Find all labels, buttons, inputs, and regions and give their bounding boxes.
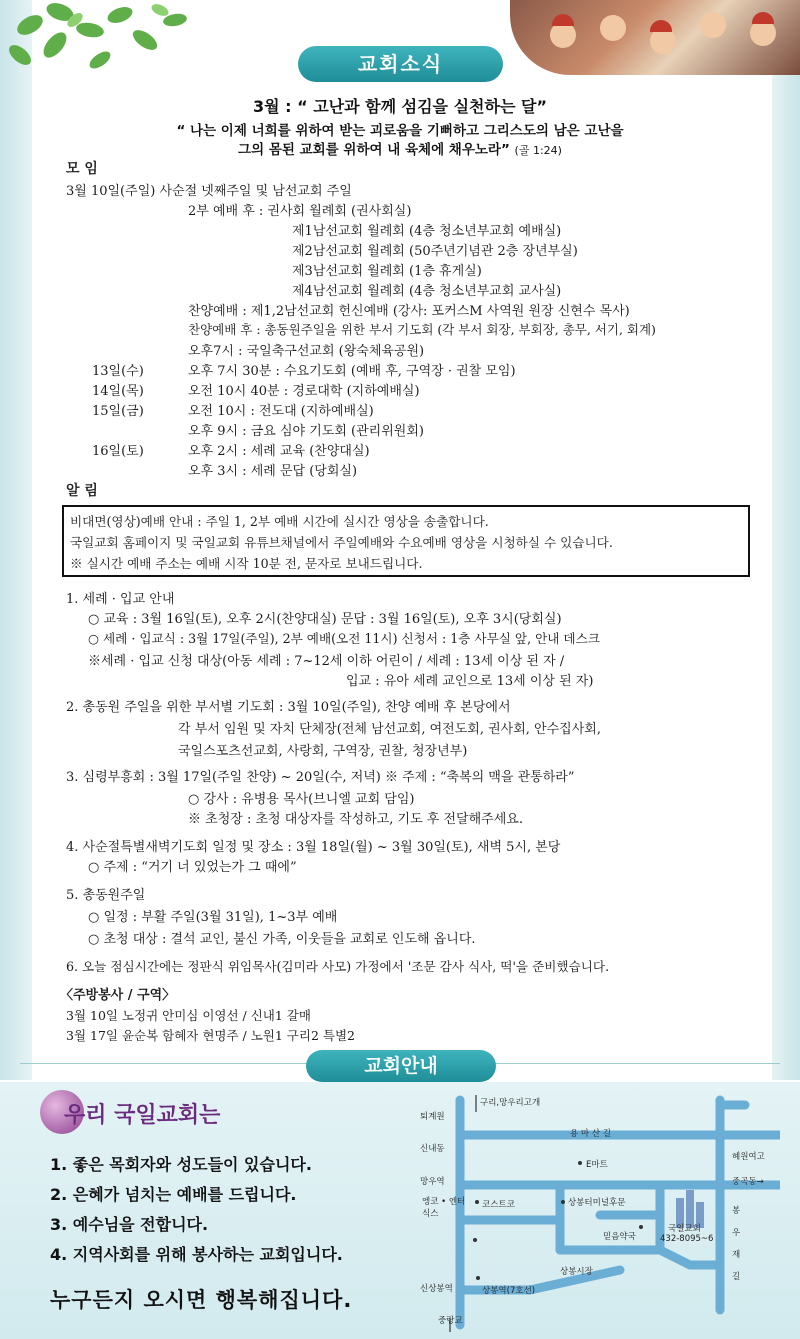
church-news-title: 교회소식 (298, 46, 503, 82)
meeting-line: 제4남선교회 월례회 (4층 청소년부교회 교사실) (292, 284, 562, 299)
theme-verse-line2: 그의 몸된 교회를 위하여 내 육체에 채우노라” (골 1:24) (238, 142, 562, 158)
notice-box-line: 비대면(영상)예배 안내 : 주일 1, 2부 예배 시간에 실시간 영상을 송출합니다. (70, 514, 489, 529)
notice-box-line: 국일교회 홈페이지 및 국일교회 유튜브채널에서 주일예배와 수요예배 영상을 시청하실 수 있습니다. (70, 535, 613, 550)
our-church-heading: 우리 국일교회는 (64, 1103, 221, 1128)
meeting-date: 16일(토) (92, 444, 144, 459)
notice-line: 3. 심령부흥회 : 3월 17일(주일 찬양) ~ 20일(수, 저녁) ※ 주제 : “축복의 맥을 관통하라” (66, 770, 575, 785)
notice-line: ○ 일정 : 부활 주일(3월 31일), 1~3부 예배 (88, 910, 338, 925)
map-label: 신내동 (420, 1144, 445, 1154)
location-map (420, 1090, 780, 1335)
notices-heading: 알 림 (66, 483, 98, 499)
right-border (772, 0, 800, 1080)
map-label: 믿음약국 (603, 1232, 636, 1242)
notice-line: 1. 세례 · 입교 안내 (66, 592, 175, 607)
notice-line: 국일스포츠선교회, 사랑회, 구역장, 권찰, 청장년부) (178, 744, 468, 759)
online-worship-notice (62, 505, 750, 577)
notice-line: ○ 주제 : “거기 너 있었는가 그 때에” (88, 860, 297, 875)
notice-line: ※ 초청장 : 초청 대상자를 작성하고, 기도 후 전달해주세요. (188, 812, 523, 827)
notice-line: ○ 교육 : 3월 16일(토), 오후 2시(찬양대실) 문답 : 3월 16일(토), 오후 3시(당회실) (88, 612, 562, 627)
meeting-line: 오전 10시 : 전도대 (지하예배실) (188, 404, 374, 419)
map-label: 용 마 산 길 (570, 1129, 611, 1139)
map-label: 상봉시장 (560, 1267, 593, 1277)
leaves-decoration (0, 0, 260, 80)
meeting-line: 찬양예배 후 : 총동원주일을 위한 부서 기도회 (각 부서 회장, 부회장, 총무, 서기, 회계) (188, 322, 656, 337)
notice-line: 4. 사순절특별새벽기도회 일정 및 장소 : 3월 18일(월) ~ 3월 30일(토), 새벽 5시, 본당 (66, 840, 561, 855)
notice-box-line: ※ 실시간 예배 주소는 예배 시작 10분 전, 문자로 보내드립니다. (70, 556, 423, 571)
kitchen-line: 3월 10일 노정귀 안미심 이영선 / 신내1 갈매 (66, 1008, 311, 1023)
notice-line: ○ 초청 대상 : 결석 교인, 불신 가족, 이웃들을 교회로 인도해 옵니다. (88, 932, 476, 947)
map-label: 퇴계원 (420, 1112, 445, 1122)
meeting-line: 제1남선교회 월례회 (4층 청소년부교회 예배실) (292, 224, 562, 239)
church-feature: 3. 예수님을 전합니다. (50, 1215, 209, 1234)
meeting-line: 오후 3시 : 세례 문답 (당회실) (188, 464, 358, 479)
map-label: 엥코 • 엔터식스 (422, 1197, 466, 1219)
kitchen-heading: 〈주방봉사 / 구역〉 (60, 988, 176, 1003)
kitchen-line: 3월 17일 윤순복 함혜자 현명주 / 노원1 구리2 특별2 (66, 1028, 355, 1043)
notice-line: 2. 총동원 주일을 위한 부서별 기도회 : 3월 10일(주일), 찬양 예배 후 본당에서 (66, 700, 511, 715)
theme-verse-line1: “ 나는 이제 너희를 위하여 받는 괴로움을 기뻐하고 그리스도의 남은 고난을 (176, 123, 624, 139)
monthly-theme: 3월 : “ 고난과 함께 섬김을 실천하는 달” (253, 97, 547, 116)
notice-line: 각 부서 임원 및 자치 단체장(전체 남선교회, 여전도회, 권사회, 안수집사회, (178, 722, 601, 737)
map-label: 코스트코 (482, 1200, 515, 1210)
notice-line: ○ 강사 : 유병용 목사(브니엘 교회 담임) (188, 792, 415, 807)
map-label: E마트 (586, 1160, 608, 1170)
meeting-line: 제3남선교회 월례회 (1층 휴게실) (292, 264, 482, 279)
meetings-heading: 모 임 (66, 161, 98, 177)
church-feature: 1. 좋은 목회자와 성도들이 있습니다. (50, 1155, 312, 1174)
notice-line: 입교 : 유아 세례 교인으로 13세 이상 된 자) (346, 674, 594, 689)
slogan: 누구든지 오시면 행복해집니다. (50, 1288, 353, 1312)
meeting-line: 오후 2시 : 세례 교육 (찬양대실) (188, 444, 370, 459)
map-label: 혜원여고 (732, 1152, 765, 1162)
meeting-line: 제2남선교회 월례회 (50주년기념관 2층 장년부실) (292, 244, 578, 259)
map-label: 봉 우 재 길 (732, 1206, 741, 1282)
map-label: 구리,망우리고개 (480, 1098, 541, 1108)
church-info-title: 교회안내 (306, 1050, 496, 1082)
map-label: 432-8095~6 (660, 1234, 714, 1244)
map-label: 상봉터미널후문 (568, 1198, 626, 1208)
meeting-line: 오전 10시 40분 : 경로대학 (지하예배실) (188, 384, 420, 399)
notice-line: 5. 총동원주일 (66, 888, 146, 903)
church-feature: 4. 지역사회를 위해 봉사하는 교회입니다. (50, 1245, 343, 1264)
map-label: 국일교회 (668, 1224, 701, 1234)
meeting-line: 오후 9시 : 금요 심야 기도회 (관리위원회) (188, 424, 424, 439)
map-label: 상봉역(7호선) (482, 1286, 536, 1296)
meeting-date: 13일(수) (92, 364, 144, 379)
meeting-line: 오후7시 : 국일축구선교회 (왕숙체육공원) (188, 344, 425, 359)
meeting-date: 15일(금) (92, 404, 144, 419)
notice-line: ※세례 · 입교 신청 대상(아동 세례 : 7~12세 이하 어린이 / 세례 : 13세 이상 된 자 / (88, 654, 565, 669)
meeting-line: 오후 7시 30분 : 수요기도회 (예배 후, 구역장 · 권찰 모임) (188, 364, 516, 379)
meeting-date: 14일(목) (92, 384, 144, 399)
map-road (660, 1250, 690, 1265)
notice-line: ○ 세례 · 입교식 : 3월 17일(주일), 2부 예배(오전 11시) 신청서 : 1층 사무실 앞, 안내 데스크 (88, 631, 600, 646)
meeting-line: 찬양예배 : 제1,2남선교회 헌신예배 (강사: 포커스M 사역원 원장 신현수 목사) (188, 304, 630, 319)
notice-line: 6. 오늘 점심시간에는 정판식 위임목사(김미라 사모) 가정에서 '조문 감사 식사, 떡'을 준비했습니다. (66, 959, 610, 974)
map-label: 망우역 (420, 1177, 445, 1187)
choir-photo (510, 0, 800, 75)
left-border (0, 0, 32, 1080)
meeting-line: 3월 10일(주일) 사순절 넷째주일 및 남선교회 주일 (66, 184, 352, 199)
map-label: 중랑교 (438, 1316, 463, 1326)
map-label: 신상봉역 (420, 1284, 453, 1294)
map-label: 중곡동→ (732, 1177, 764, 1187)
church-feature: 2. 은혜가 넘치는 예배를 드립니다. (50, 1185, 297, 1204)
meeting-line: 2부 예배 후 : 권사회 월례회 (권사회실) (188, 204, 412, 219)
